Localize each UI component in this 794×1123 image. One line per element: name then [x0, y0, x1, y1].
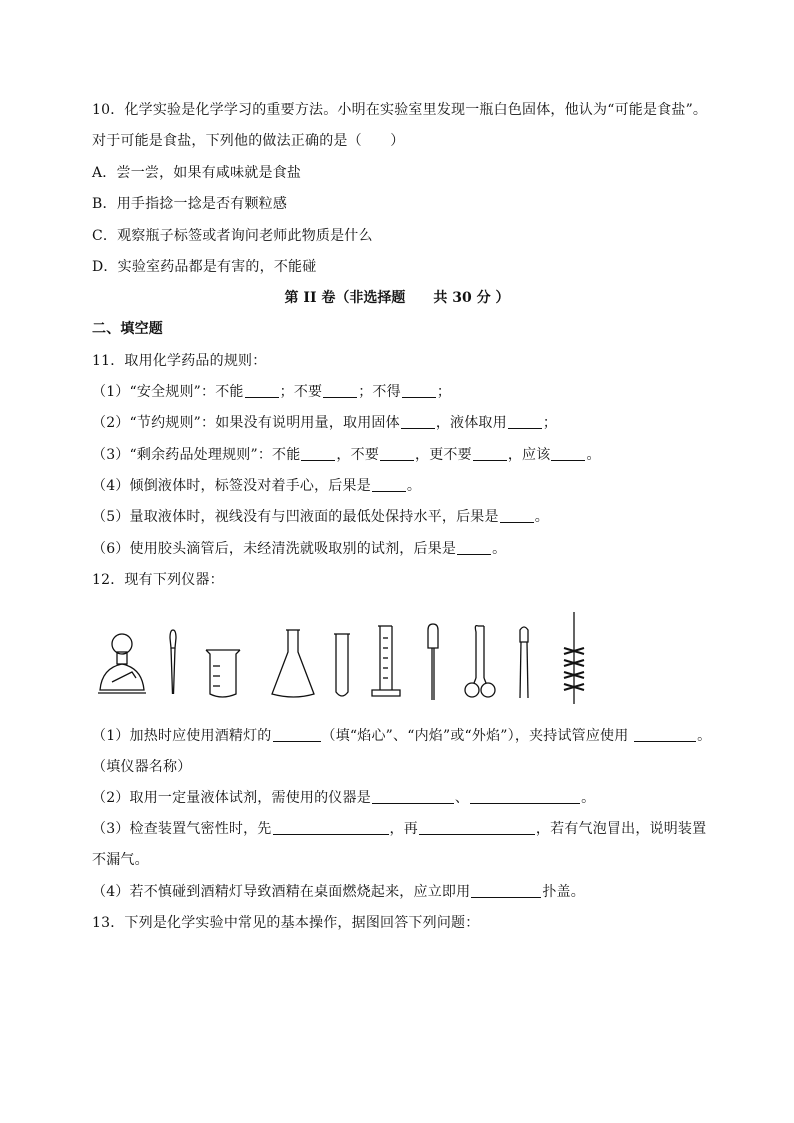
q12-sub1-note: （填仪器名称）	[92, 759, 192, 775]
blank[interactable]	[372, 789, 454, 804]
dropper-icon	[170, 630, 176, 694]
q11-item2: （2）“节约规则”：如果没有说明用量，取用固体 ，液体取用 ；	[92, 415, 558, 431]
q12-sub4: （4）若不慎碰到酒精灯导致酒精在桌面燃烧起来，应立即用 扑盖。	[92, 884, 585, 900]
q11-item4: （4）倾倒液体时，标签没对着手心，后果是 。	[92, 478, 422, 494]
q10-option-d: D．实验室药品都是有害的，不能碰	[92, 259, 317, 275]
q12-sub3: （3）检查装置气密性时，先 ，再 ，若有气泡冒出，说明装置	[92, 821, 707, 837]
q11-item3: （3）“剩余药品处理规则”：不能 ，不要 ，更不要 ，应该 。	[92, 447, 601, 463]
graduated-cylinder-icon	[372, 626, 400, 696]
q12-stem: 12．现有下列仪器：	[92, 572, 224, 588]
blank[interactable]	[457, 540, 491, 555]
blank[interactable]	[380, 446, 414, 461]
crucible-tongs-icon	[465, 626, 495, 697]
blank[interactable]	[245, 383, 279, 398]
blank[interactable]	[473, 446, 507, 461]
q11-item5: （5）量取液体时，视线没有与凹液面的最低处保持水平，后果是 。	[92, 509, 549, 525]
q10-option-c: C．观察瓶子标签或者询问老师此物质是什么	[92, 228, 373, 244]
q11-stem: 11．取用化学药品的规则：	[92, 353, 267, 369]
q12-sub3-cont: 不漏气。	[92, 852, 149, 868]
q12-sub2: （2）取用一定量液体试剂，需使用的仪器是 、 。	[92, 790, 596, 806]
lab-instruments-figure	[92, 608, 612, 708]
q10-option-b: B．用手指捻一捻是否有颗粒感	[92, 196, 288, 212]
beaker-icon	[206, 650, 240, 697]
blank[interactable]	[372, 477, 406, 492]
blank[interactable]	[401, 414, 435, 429]
blank[interactable]	[500, 508, 534, 523]
q12-sub1: （1）加热时应使用酒精灯的 （填“焰心”、“内焰”或“外焰”），夹持试管应使用 。	[92, 728, 712, 744]
part2-heading: 二、填空题	[92, 321, 163, 337]
blank[interactable]	[508, 414, 542, 429]
q11-item1: （1）“安全规则”：不能 ；不要 ；不得 ；	[92, 384, 452, 400]
blank[interactable]	[402, 383, 436, 398]
blank[interactable]	[551, 446, 585, 461]
blank[interactable]	[301, 446, 335, 461]
q10-line1: 10．化学实验是化学学习的重要方法。小明在实验室里发现一瓶白色固体，他认为“可能是食盐”。	[92, 102, 708, 118]
blank[interactable]	[323, 383, 357, 398]
blank[interactable]	[470, 789, 580, 804]
blank[interactable]	[471, 883, 541, 898]
blank[interactable]	[419, 820, 535, 835]
blank[interactable]	[634, 727, 696, 742]
conical-flask-icon	[272, 630, 314, 697]
section-title: 第 II 卷（非选择题 共 30 分 ）	[284, 290, 510, 306]
blank[interactable]	[273, 727, 321, 742]
test-tube-brush-icon	[564, 612, 584, 704]
test-tube-icon	[334, 634, 350, 696]
q11-item6: （6）使用胶头滴管后，未经清洗就吸取别的试剂，后果是 。	[92, 541, 507, 557]
pipette-icon	[428, 624, 438, 700]
q10-option-a: A．尝一尝，如果有咸味就是食盐	[92, 165, 302, 181]
q13-stem: 13．下列是化学实验中常见的基本操作，据图回答下列问题：	[92, 915, 480, 931]
blank[interactable]	[273, 820, 389, 835]
q10-line2: 对于可能是食盐，下列他的做法正确的是（ ）	[92, 133, 405, 149]
test-tube-holder-icon	[520, 627, 528, 698]
alcohol-lamp-icon	[98, 634, 146, 693]
